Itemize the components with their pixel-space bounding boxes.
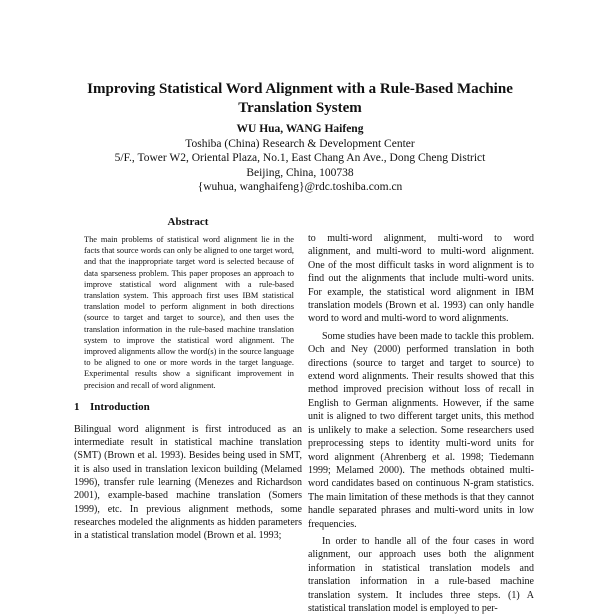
left-column xyxy=(74,216,302,543)
affiliation-line: 5/F., Tower W2, Oriental Plaza, No.1, East Chang An Ave., Dong Cheng District xyxy=(114,152,486,164)
abstract-text: The main problems of statistical word alignment lie in the facts that source words can only be aligned to one target word, and that the inappropriate target word is selected because of data sparseness problem. This paper proposes an approach to improve statistical word alignment with a rule-based translation system. This approach first uses IBM statistical translation model to perform alignment in both directions (source to target and target to source), and then uses the translation information in the rule-based machine translation system to improve the statistical word alignment. The improved alignments allow the word(s) in the source language to be aligned to one or more words in the target language. Experimental results show a significant improvement in precision and recall of word alignment. xyxy=(84,235,294,390)
section-heading xyxy=(74,401,302,413)
email-line: {wuhua, wanghaifeng}@rdc.toshiba.com.cn xyxy=(197,181,403,193)
affiliation-line: Toshiba (China) Research & Development Center xyxy=(185,137,415,150)
author-block xyxy=(60,122,540,195)
authors: WU Hua, WANG Haifeng xyxy=(236,123,364,135)
paper-title: Improving Statistical Word Alignment with a Rule-Based Machine Translation System xyxy=(87,81,513,116)
abstract-heading: Abstract xyxy=(167,216,209,228)
introduction-text: Bilingual word alignment is first introduced as an intermediate result in statistical machine translation (SMT) (Brown et al. 1993). Besides being used in SMT, it is also used in translation lexicon building (Melamed 1996), transfer rule learning (Menezes and Richardson 2001), example-based machine translation (Somers 1999), etc. In previous alignment methods, some researches modeled the alignments as hidden parameters in a statistical translation model (Brown et al. 1993; xyxy=(74,423,302,542)
affiliation-line: Beijing, China, 100738 xyxy=(246,166,354,179)
section-title: Introduction xyxy=(90,400,150,413)
section-number: 1 xyxy=(74,400,80,413)
right-column xyxy=(308,232,534,615)
paragraph: to multi-word alignment, multi-word to word alignment, and multi-word to multi-word alignment. One of the most difficult tasks in word alignment is to find out the alignments that include multi-word units. For example, the statistical word alignment in IBM translation models (Brown et al. 1993) can only handle word to word and multi-word to word alignments. xyxy=(308,233,534,325)
paragraph: Some studies have been made to tackle this problem. Och and Ney (2000) performed translation in both directions (source to target and target to source) to extend word alignments. Their results showed that this method improved precision without loss of recall in English to German alignments. However, if the same unit is aligned to two different target units, this method is unlikely to make a selection. Some researchers used preprocessing steps to identity multi-word units for word alignment (Ahrenberg et al. 1998; Tiedemann 1999; Melamed 2000). The methods obtained multi-word candidates based on continuous N-gram statistics. The main limitation of these methods is that they cannot handle separated phrases and multi-word units in low frequencies. xyxy=(308,330,534,530)
paragraph: In order to handle all of the four cases in word alignment, our approach uses both the alignment information in statistical translation models and translation information in a rule-based machine translation system. It includes three steps. (1) A statistical translation model is employed to per- xyxy=(308,535,534,614)
